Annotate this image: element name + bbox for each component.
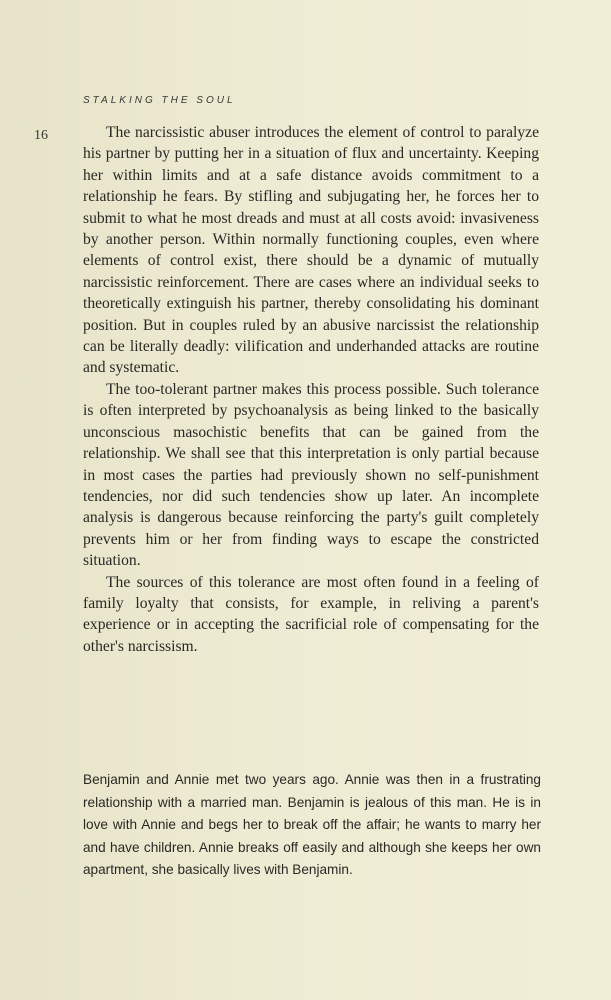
case-paragraph: Benjamin and Annie met two years ago. Annie was then in a frustrating relationship with a married man. Benjamin is jealous of this man. He is in love with Annie and begs her to break off the affair; he wants to marry her and have children. Annie breaks off easily and although she keeps her own apartment, she basically lives with Benjamin. [83, 772, 541, 877]
paragraph: The sources of this tolerance are most often found in a feeling of family loyalty that consists, for example, in reliving a parent's experience or in accepting the sacrificial role of compensating for the other's narcissism. [83, 573, 539, 655]
paragraph: The too-tolerant partner makes this process possible. Such tolerance is often interpreted by psychoanalysis as being linked to the basically unconscious masochistic benefits that can be gained from the relationship. We shall see that this interpretation is only partial because in most cases the parties had previously shown no self-punishment tendencies, nor did such tendencies show up later. An incomplete analysis is dangerous because reinforcing the party's guilt completely prevents him or her from finding ways to escape the constricted situation. [83, 380, 539, 570]
main-text [83, 122, 539, 657]
case-example [83, 769, 541, 882]
running-head: STALKING THE SOUL [83, 95, 236, 106]
paragraph: The narcissistic abuser introduces the element of control to paralyze his partner by putting her in a situation of flux and uncertainty. Keeping her within limits and at a safe distance avoids commitment to a relationship he fears. By stifling and subjugating her, he forces her to submit to what he most dreads and must at all costs avoid: invasiveness by another person. Within normally functioning couples, even where elements of control exist, there should be a dynamic of mutually narcissistic reinforcement. There are cases where an individual seeks to theoretically extinguish his partner, thereby consolidating his dominant position. But in couples ruled by an abusive narcissist the relationship can be literally deadly: vilification and underhanded attacks are routine and systematic. [83, 124, 539, 377]
page-number: 16 [34, 128, 48, 143]
